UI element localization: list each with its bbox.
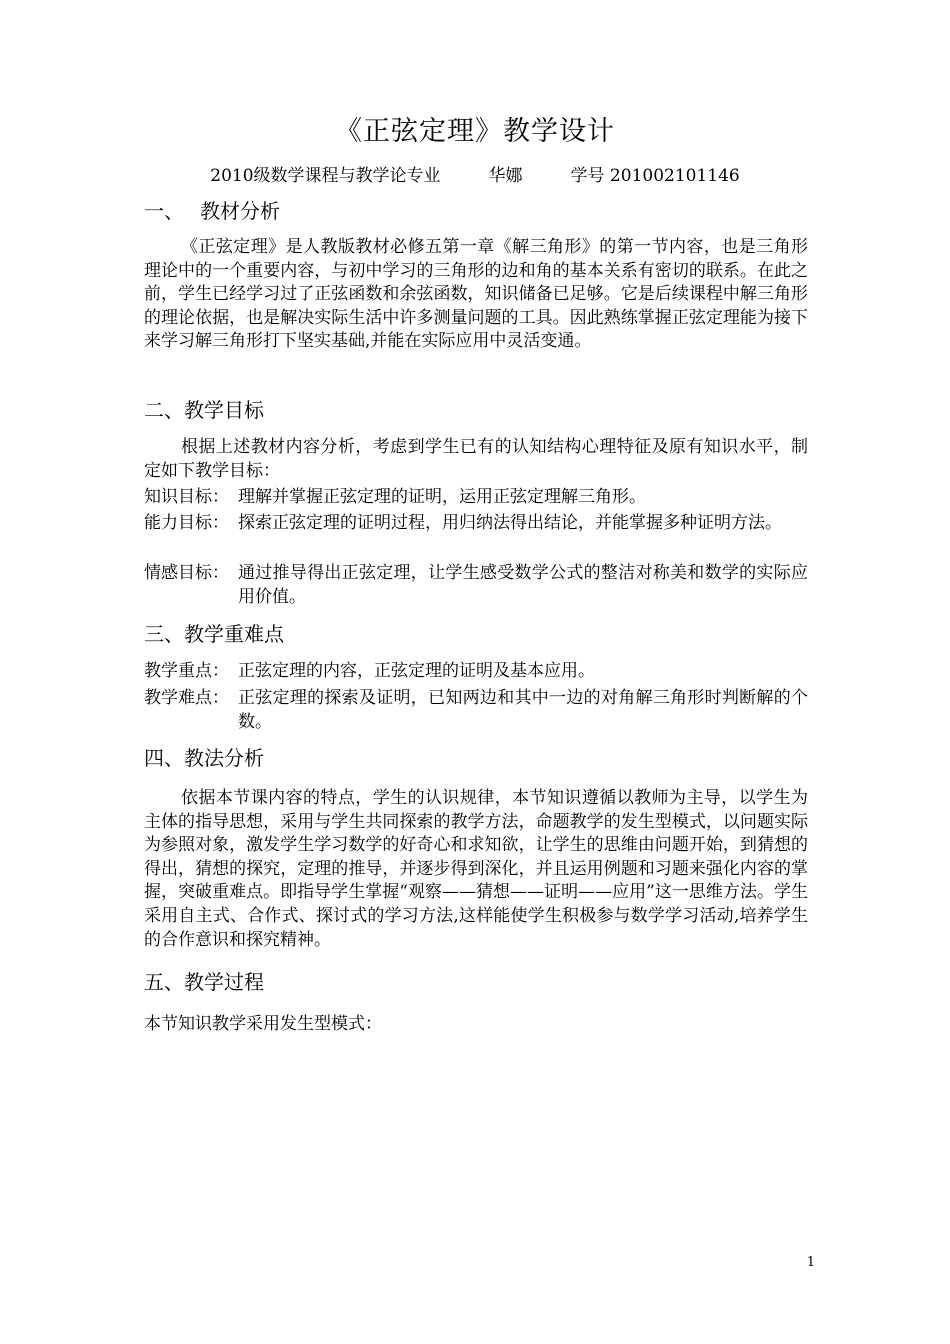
objective-ability <box>144 512 808 536</box>
key-point-text: 正弦定理的内容，正弦定理的证明及基本应用。 <box>238 661 595 681</box>
objective-label: 情感目标： <box>144 563 229 583</box>
author-student-id: 学号 201002101146 <box>570 166 740 186</box>
page-number: 1 <box>806 1255 815 1270</box>
document-title: 《正弦定理》教学设计 <box>335 116 615 147</box>
section-title: 教材分析 <box>200 199 280 223</box>
author-program: 2010级数学课程与教学论专业 <box>210 166 441 186</box>
section-title: 教学重难点 <box>184 622 284 646</box>
section-title: 教学过程 <box>184 970 264 994</box>
section-5-text: 本节知识教学采用发生型模式： <box>144 1014 382 1034</box>
section-4-paragraph: 依据本节课内容的特点，学生的认识规律，本节知识遵循以教师为主导，以学生为主体的指导思想，采用与学生共同探索的教学方法，命题教学的发生型模式，以问题实际为参照对象，激发学生学习数学的好奇心和求知欲，让学生的思维由问题开始，到猜想的得出，猜想的探究，定理的推导，并逐步得到深化，并且运用例题和习题来强化内容的掌握，突破重难点。即指导学生掌握“观察——猜想——证明——应用”这一思维方法。学生采用自主式、合作式、探讨式的学习方法,这样能使学生积极参与数学学习活动,培养学生的合作意识和探究精神。 <box>144 788 808 950</box>
objective-affective <box>144 562 808 609</box>
objective-text: 理解并掌握正弦定理的证明，运用正弦定理解三角形。 <box>238 487 646 507</box>
section-title: 教学目标 <box>184 398 264 422</box>
section-heading-2 <box>144 395 264 425</box>
author-name: 华娜 <box>488 166 523 186</box>
objective-text: 通过推导得出正弦定理，让学生感受数学公式的整洁对称美和数学的实际应用价值。 <box>238 563 808 607</box>
section-number: 四、 <box>144 746 184 770</box>
section-heading-1 <box>144 196 280 226</box>
difficult-point-label: 教学难点： <box>144 688 229 708</box>
section-number: 一、 <box>144 199 184 223</box>
section-number: 五、 <box>144 970 184 994</box>
section-number: 二、 <box>144 398 184 422</box>
section-2-paragraph: 根据上述教材内容分析，考虑到学生已有的认知结构心理特征及原有知识水平，制定如下教学目标： <box>144 437 808 481</box>
objective-label: 能力目标： <box>144 513 229 533</box>
key-point-label: 教学重点： <box>144 661 229 681</box>
section-heading-4 <box>144 743 264 773</box>
section-title: 教法分析 <box>184 746 264 770</box>
section-number: 三、 <box>144 622 184 646</box>
objective-label: 知识目标： <box>144 487 229 507</box>
difficult-point <box>144 687 808 734</box>
section-heading-5 <box>144 967 264 997</box>
difficult-point-text: 正弦定理的探索及证明，已知两边和其中一边的对角解三角形时判断解的个数。 <box>238 688 808 732</box>
objective-knowledge <box>144 486 808 510</box>
section-heading-3 <box>144 619 284 649</box>
key-point <box>144 660 808 684</box>
objective-text: 探索正弦定理的证明过程，用归纳法得出结论，并能掌握多种证明方法。 <box>238 513 782 533</box>
author-line <box>0 163 950 189</box>
section-1-paragraph: 《正弦定理》是人教版教材必修五第一章《解三角形》的第一节内容，也是三角形理论中的一个重要内容，与初中学习的三角形的边和角的基本关系有密切的联系。在此之前，学生已经学习过了正弦函数和余弦函数，知识储备已足够。它是后续课程中解三角形的理论依据，也是解决实际生活中许多测量问题的工具。因此熟练掌握正弦定理能为接下来学习解三角形打下坚实基础,并能在实际应用中灵活变通。 <box>144 237 808 352</box>
